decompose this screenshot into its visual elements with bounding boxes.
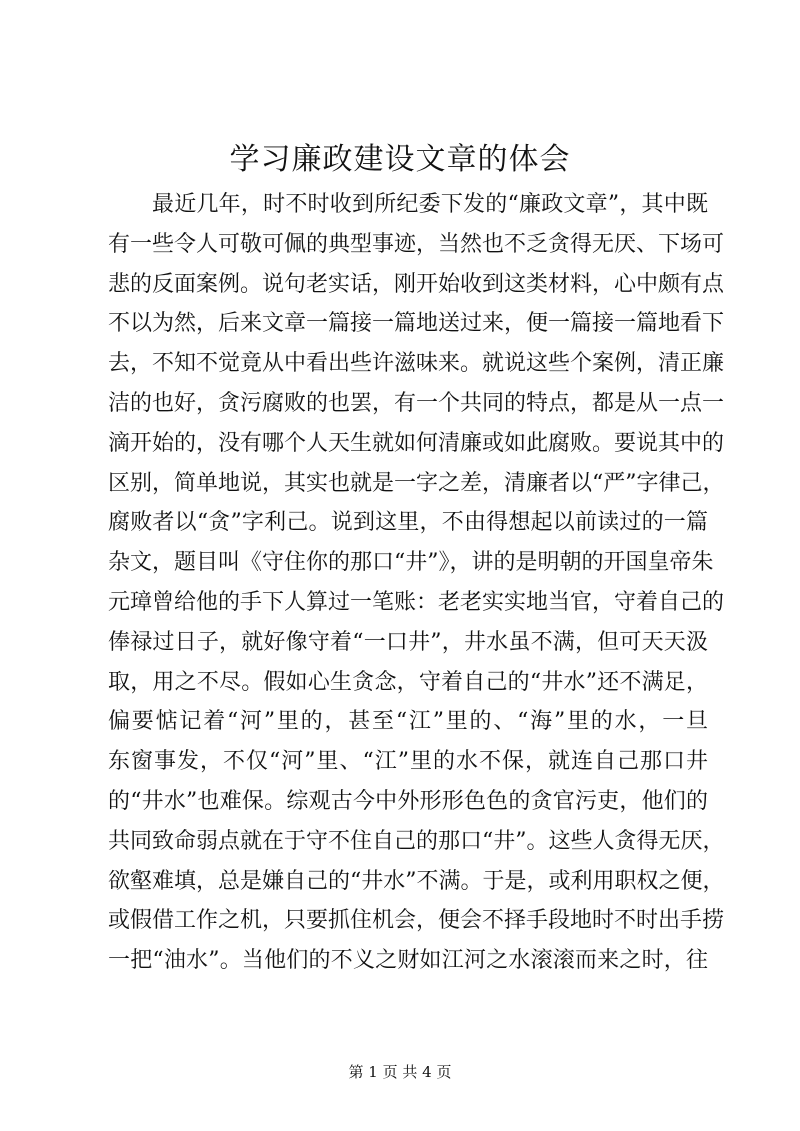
body-line: 最近几年，时不时收到所纪委下发的“廉政文章”，其中既 — [152, 192, 708, 217]
body-line: 区别，简单地说，其实也就是一字之差，清廉者以“严”字律己， — [108, 470, 725, 496]
body-line: 或假借工作之机，只要抓住机会，便会不择手段地时不时出手捞 — [108, 908, 725, 934]
body-line: 的“井水”也难保。综观古今中外形形色色的贪官污吏，他们的 — [108, 788, 708, 814]
body-line: 不以为然，后来文章一篇接一篇地送过来，便一篇接一篇地看下 — [108, 311, 725, 337]
body-line: 欲壑难填，总是嫌自己的“井水”不满。于是，或利用职权之便， — [108, 868, 725, 894]
body-line: 偏要惦记着“河”里的，甚至“江”里的、“海”里的水，一旦 — [108, 709, 708, 735]
body-line: 洁的也好，贪污腐败的也罢，有一个共同的特点，都是从一点一 — [108, 390, 725, 416]
body-line: 滴开始的，没有哪个人天生就如何清廉或如此腐败。要说其中的 — [108, 430, 725, 456]
body-line: 有一些令人可敬可佩的典型事迹，当然也不乏贪得无厌、下场可 — [108, 231, 725, 257]
body-line: 元璋曾给他的手下人算过一笔账：老老实实地当官，守着自己的 — [108, 589, 725, 615]
body-line: 杂文，题目叫《守住你的那口“井”》，讲的是明朝的开国皇帝朱 — [108, 550, 714, 576]
body-line: 俸禄过日子，就好像守着“一口井”，井水虽不满，但可天天汲 — [108, 629, 708, 655]
body-line: 悲的反面案例。说句老实话，刚开始收到这类材料，心中颇有点 — [108, 271, 725, 297]
body-line: 一把“油水”。当他们的不义之财如江河之水滚滚而来之时，往 — [108, 948, 708, 974]
body-line: 取，用之不尽。假如心生贪念，守着自己的“井水”还不满足， — [108, 669, 708, 695]
body-line: 去，不知不觉竟从中看出些许滋味来。就说这些个案例，清正廉 — [108, 351, 725, 377]
document-body — [108, 185, 725, 981]
document-title: 学习廉政建设文章的体会 — [229, 142, 571, 177]
body-line: 共同致命弱点就在于守不住自己的那口“井”。这些人贪得无厌， — [108, 828, 725, 854]
body-line: 东窗事发，不仅“河”里、“江”里的水不保，就连自己那口井 — [108, 749, 708, 775]
body-line: 腐败者以“贪”字利己。说到这里，不由得想起以前读过的一篇 — [108, 510, 708, 536]
page-number: 第 1 页 共 4 页 — [348, 1063, 452, 1081]
